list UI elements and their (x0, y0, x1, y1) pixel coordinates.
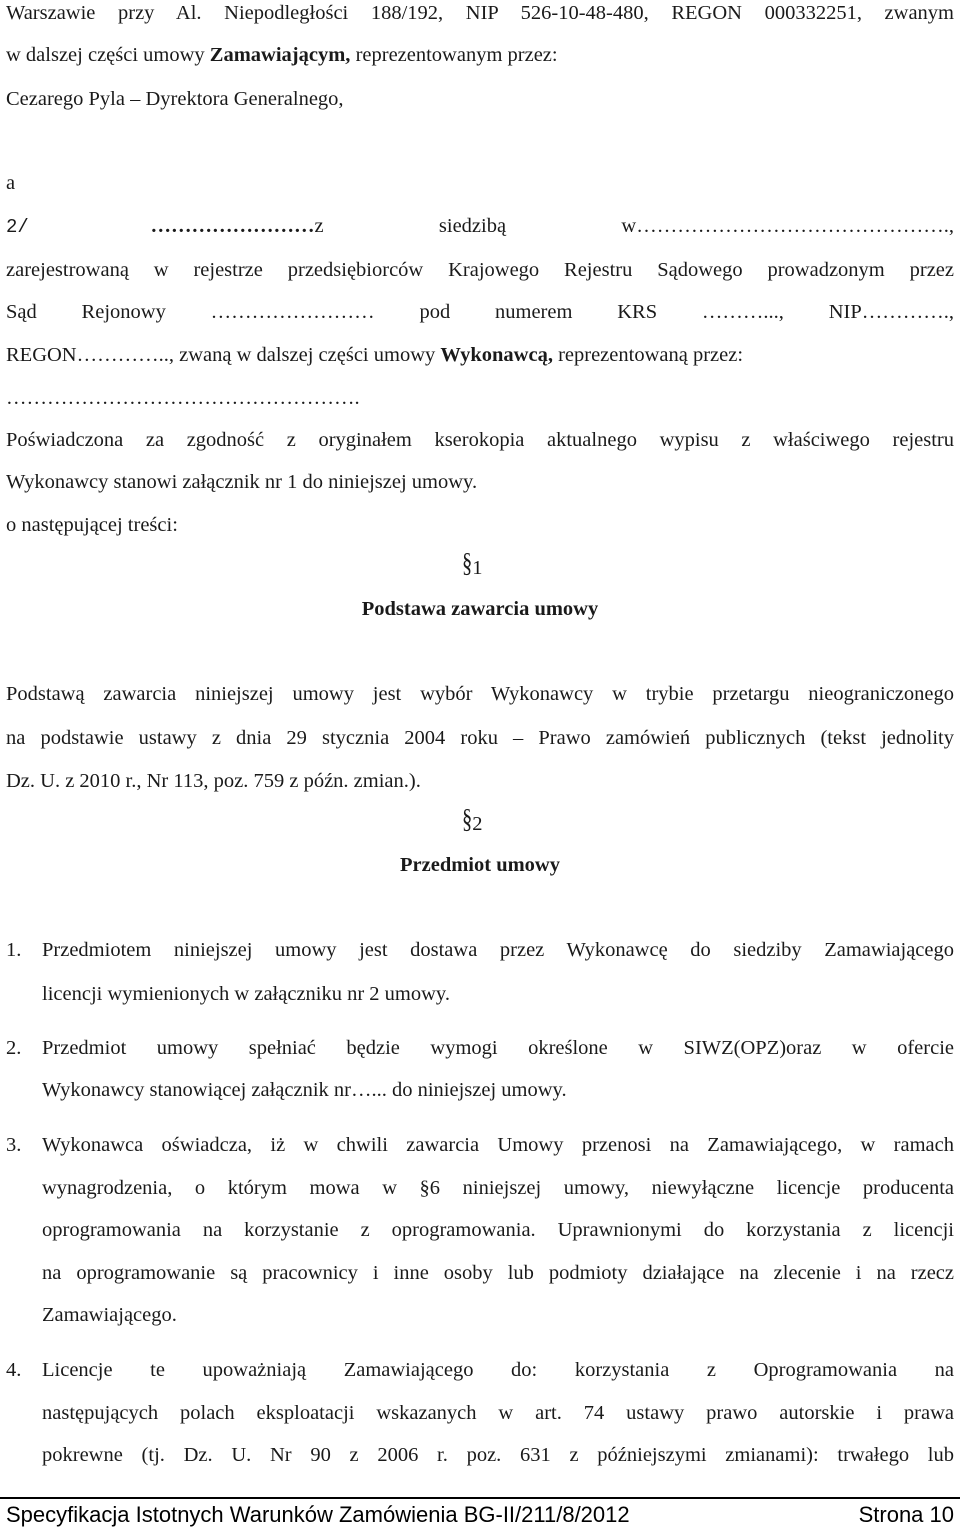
text-line (6, 42, 954, 68)
text-line: na podstawie ustawy z dnia 29 stycznia 2004 roku – Prawo zamówień publicznych (tekst jednolity (6, 727, 954, 749)
page-number: Strona 10 (858, 1502, 954, 1527)
list-item-line: Licencje te upoważniają Zamawiającego do: korzystania z Oprogramowania na (42, 1359, 954, 1381)
text-line: zarejestrowaną w rejestrze przedsiębiorców Krajowego Rejestru Sądowego prowadzonym przez (6, 259, 954, 281)
list-item-line: Przedmiot umowy spełniać będzie wymogi określone w SIWZ(OPZ)oraz w ofercie (42, 1037, 954, 1059)
text-line: Sąd Rejonowy …………………… pod numerem KRS ………..., NIP…………., (6, 301, 954, 323)
list-item-number: 2. (6, 1037, 22, 1059)
text-line: Wykonawcy stanowi załącznik nr 1 do niniejszej umowy. (6, 471, 478, 493)
list-item-line: następujących polach eksploatacji wskazanych w art. 74 ustawy prawo autorskie i prawa (42, 1402, 954, 1424)
list-item-number: 3. (6, 1134, 22, 1156)
section-number-value: 2 (472, 813, 483, 835)
text-line: a (6, 172, 16, 194)
text-fragment: z siedzibą w………………………………………., (314, 215, 954, 237)
text-line: ……………………………………………. (6, 387, 360, 409)
text-line: Dz. U. z 2010 r., Nr 113, poz. 759 z późn. zmian.). (6, 770, 421, 792)
footer-divider (0, 1497, 960, 1499)
list-item-line: licencji wymienionych w załączniku nr 2 umowy. (42, 983, 450, 1005)
section-number-value: 1 (472, 557, 483, 579)
list-item-number: 4. (6, 1359, 22, 1381)
page-footer (6, 1501, 954, 1529)
text-line (6, 213, 954, 240)
text-line: Podstawą zawarcia niniejszej umowy jest wybór Wykonawcy w trybie przetargu nieograniczonego (6, 683, 954, 705)
placeholder-dots: …………………… (150, 215, 315, 237)
section-number (462, 548, 483, 581)
party-name-ordering: Zamawiającym, (209, 44, 351, 66)
section-title: Podstawa zawarcia umowy (361, 598, 599, 620)
text-fragment: REGON………….., zwaną w dalszej części umowy (6, 344, 441, 366)
text-fragment: reprezentowanym przez: (350, 44, 558, 66)
party-name-contractor: Wykonawcą, (440, 344, 553, 366)
footer-document-title: Specyfikacja Istotnych Warunków Zamówienia BG-II/211/8/2012 (6, 1502, 630, 1527)
list-item-line: na oprogramowanie są pracownicy i inne osoby lub podmioty działające na zlecenie i na rzecz (42, 1262, 954, 1284)
section-title: Przedmiot umowy (400, 854, 560, 876)
list-item-line: Wykonawca oświadcza, iż w chwili zawarcia Umowy przenosi na Zamawiającego, w ramach (42, 1134, 954, 1156)
text-fragment: 2/ (6, 216, 151, 238)
list-item-line: Wykonawcy stanowiącej załącznik nr…... do niniejszej umowy. (42, 1079, 567, 1101)
text-line (6, 342, 954, 368)
text-line: Poświadczona za zgodność z oryginałem kserokopia aktualnego wypisu z właściwego rejestru (6, 429, 954, 451)
list-item-line: pokrewne (tj. Dz. U. Nr 90 z 2006 r. poz. 631 z późniejszymi zmianami): trwałego lub (42, 1444, 954, 1466)
list-item-line: Zamawiającego. (42, 1304, 177, 1326)
section-number (462, 804, 483, 837)
list-item-line: oprogramowania na korzystanie z oprogramowania. Uprawnionymi do korzystania z licencji (42, 1219, 954, 1241)
text-line: Warszawie przy Al. Niepodległości 188/192, NIP 526-10-48-480, REGON 000332251, zwanym (6, 2, 954, 24)
paragraph-sign: § (462, 548, 473, 579)
paragraph-sign: § (462, 804, 473, 835)
text-fragment: w dalszej części umowy (6, 44, 210, 66)
text-line: Cezarego Pyla – Dyrektora Generalnego, (6, 88, 344, 110)
list-item-line: wynagrodzenia, o którym mowa w §6 niniejszej umowy, niewyłączne licencje producenta (42, 1177, 954, 1199)
text-line: o następującej treści: (6, 514, 178, 536)
list-item-line: Przedmiotem niniejszej umowy jest dostawa przez Wykonawcę do siedziby Zamawiającego (42, 939, 954, 961)
list-item-number: 1. (6, 939, 22, 961)
text-fragment: reprezentowaną przez: (552, 344, 744, 366)
